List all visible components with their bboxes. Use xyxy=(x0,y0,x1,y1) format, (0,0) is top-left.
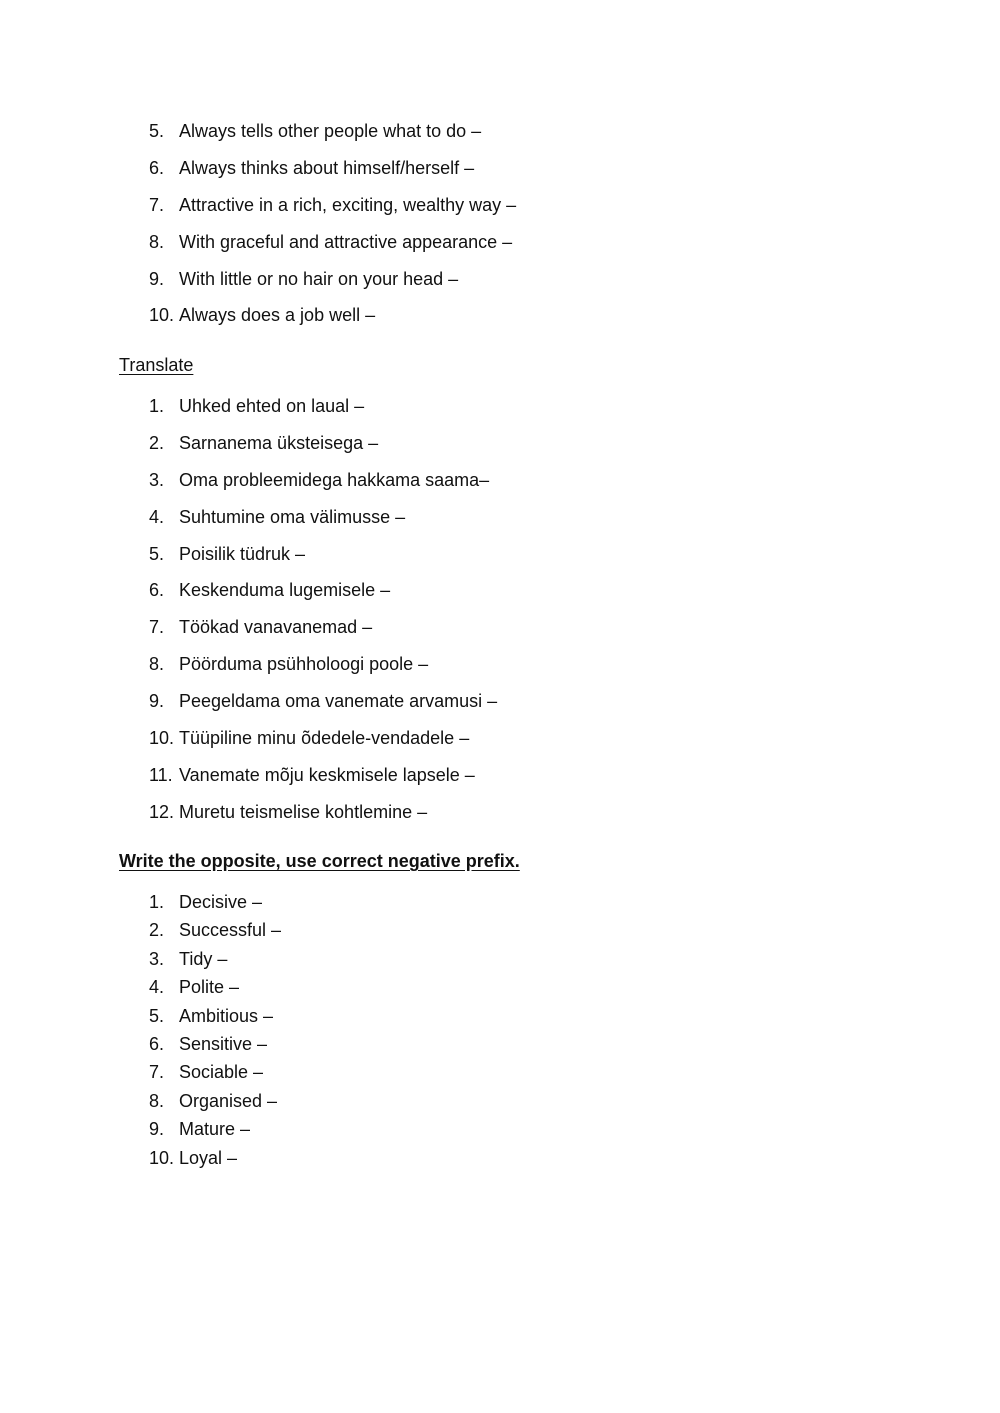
item-number: 4. xyxy=(149,506,165,527)
list-item xyxy=(0,615,1000,652)
item-text: Keskenduma lugemisele – xyxy=(179,580,391,601)
item-number: 12. xyxy=(149,801,175,822)
item-number: 7. xyxy=(149,1062,165,1083)
list-item xyxy=(0,119,1000,156)
list-item xyxy=(0,303,1000,340)
opposites-heading: Write the opposite, use correct negative prefix. xyxy=(119,851,520,871)
item-text: Poisilik tüdruk – xyxy=(179,543,306,564)
item-number: 6. xyxy=(149,157,165,178)
item-number: 8. xyxy=(149,1090,165,1111)
item-text: Organised – xyxy=(179,1090,278,1111)
item-text: With graceful and attractive appearance – xyxy=(179,231,513,252)
item-number: 9. xyxy=(149,1119,165,1140)
list-item xyxy=(0,156,1000,193)
list-item xyxy=(0,918,1000,946)
list-item xyxy=(0,1004,1000,1032)
item-number: 6. xyxy=(149,580,165,601)
item-text: Tüüpiline minu õdedele-vendadele – xyxy=(179,728,470,749)
item-number: 8. xyxy=(149,654,165,675)
item-text: Uhked ehted on laual – xyxy=(179,396,365,416)
list-item xyxy=(0,800,1000,837)
item-text: Oma probleemidega hakkama saama– xyxy=(179,469,490,490)
item-text: Muretu teismelise kohtlemine – xyxy=(179,801,428,822)
item-number: 2. xyxy=(149,432,165,453)
list-item xyxy=(0,975,1000,1003)
item-number: 11. xyxy=(149,764,173,785)
item-number: 9. xyxy=(149,268,165,289)
list-item xyxy=(0,267,1000,304)
list-item xyxy=(0,1146,1000,1174)
list-item xyxy=(0,763,1000,800)
list-item xyxy=(0,1117,1000,1145)
item-text: Always tells other people what to do – xyxy=(179,121,482,141)
item-text: Always does a job well – xyxy=(179,305,376,326)
list-item xyxy=(0,726,1000,763)
item-number: 5. xyxy=(149,121,165,141)
list-item xyxy=(0,1032,1000,1060)
item-text: Sociable – xyxy=(179,1062,264,1083)
list-item xyxy=(0,652,1000,689)
list-item xyxy=(0,890,1000,918)
item-number: 3. xyxy=(149,469,165,490)
item-number: 7. xyxy=(149,194,165,215)
item-text: Peegeldama oma vanemate arvamusi – xyxy=(179,691,498,712)
definitions-list xyxy=(0,119,1000,340)
opposites-list xyxy=(0,890,1000,1174)
item-text: Decisive – xyxy=(179,892,263,912)
item-text: Always thinks about himself/herself – xyxy=(179,157,475,178)
translate-list xyxy=(0,394,1000,837)
item-text: Sensitive – xyxy=(179,1033,268,1054)
item-number: 5. xyxy=(149,543,165,564)
list-item xyxy=(0,689,1000,726)
item-text: Vanemate mõju keskmisele lapsele – xyxy=(179,764,475,785)
item-text: Polite – xyxy=(179,977,240,998)
item-number: 10. xyxy=(149,305,175,326)
item-text: Töökad vanavanemad – xyxy=(179,617,373,638)
item-number: 1. xyxy=(149,892,165,912)
item-text: Sarnanema üksteisega – xyxy=(179,432,379,453)
list-item xyxy=(0,505,1000,542)
list-item xyxy=(0,1060,1000,1088)
item-number: 4. xyxy=(149,977,165,998)
item-number: 8. xyxy=(149,231,165,252)
item-text: Tidy – xyxy=(179,948,228,969)
list-item xyxy=(0,431,1000,468)
item-number: 1. xyxy=(149,396,165,416)
list-item xyxy=(0,230,1000,267)
item-text: With little or no hair on your head – xyxy=(179,268,459,289)
item-text: Suhtumine oma välimusse – xyxy=(179,506,406,527)
item-number: 6. xyxy=(149,1033,165,1054)
list-item xyxy=(0,394,1000,431)
list-item xyxy=(0,193,1000,230)
item-number: 10. xyxy=(149,728,175,749)
item-text: Mature – xyxy=(179,1119,251,1140)
item-number: 5. xyxy=(149,1005,165,1026)
item-text: Successful – xyxy=(179,920,282,941)
item-number: 2. xyxy=(149,920,165,941)
item-text: Loyal – xyxy=(179,1147,238,1168)
item-number: 9. xyxy=(149,691,165,712)
list-item xyxy=(0,947,1000,975)
item-text: Pöörduma psühholoogi poole – xyxy=(179,654,429,675)
translate-heading: Translate xyxy=(119,355,194,375)
item-number: 7. xyxy=(149,617,165,638)
list-item xyxy=(0,542,1000,579)
item-number: 10. xyxy=(149,1147,175,1168)
list-item xyxy=(0,1089,1000,1117)
item-text: Attractive in a rich, exciting, wealthy way – xyxy=(179,194,517,215)
list-item xyxy=(0,468,1000,505)
item-text: Ambitious – xyxy=(179,1005,274,1026)
list-item xyxy=(0,578,1000,615)
item-number: 3. xyxy=(149,948,165,969)
